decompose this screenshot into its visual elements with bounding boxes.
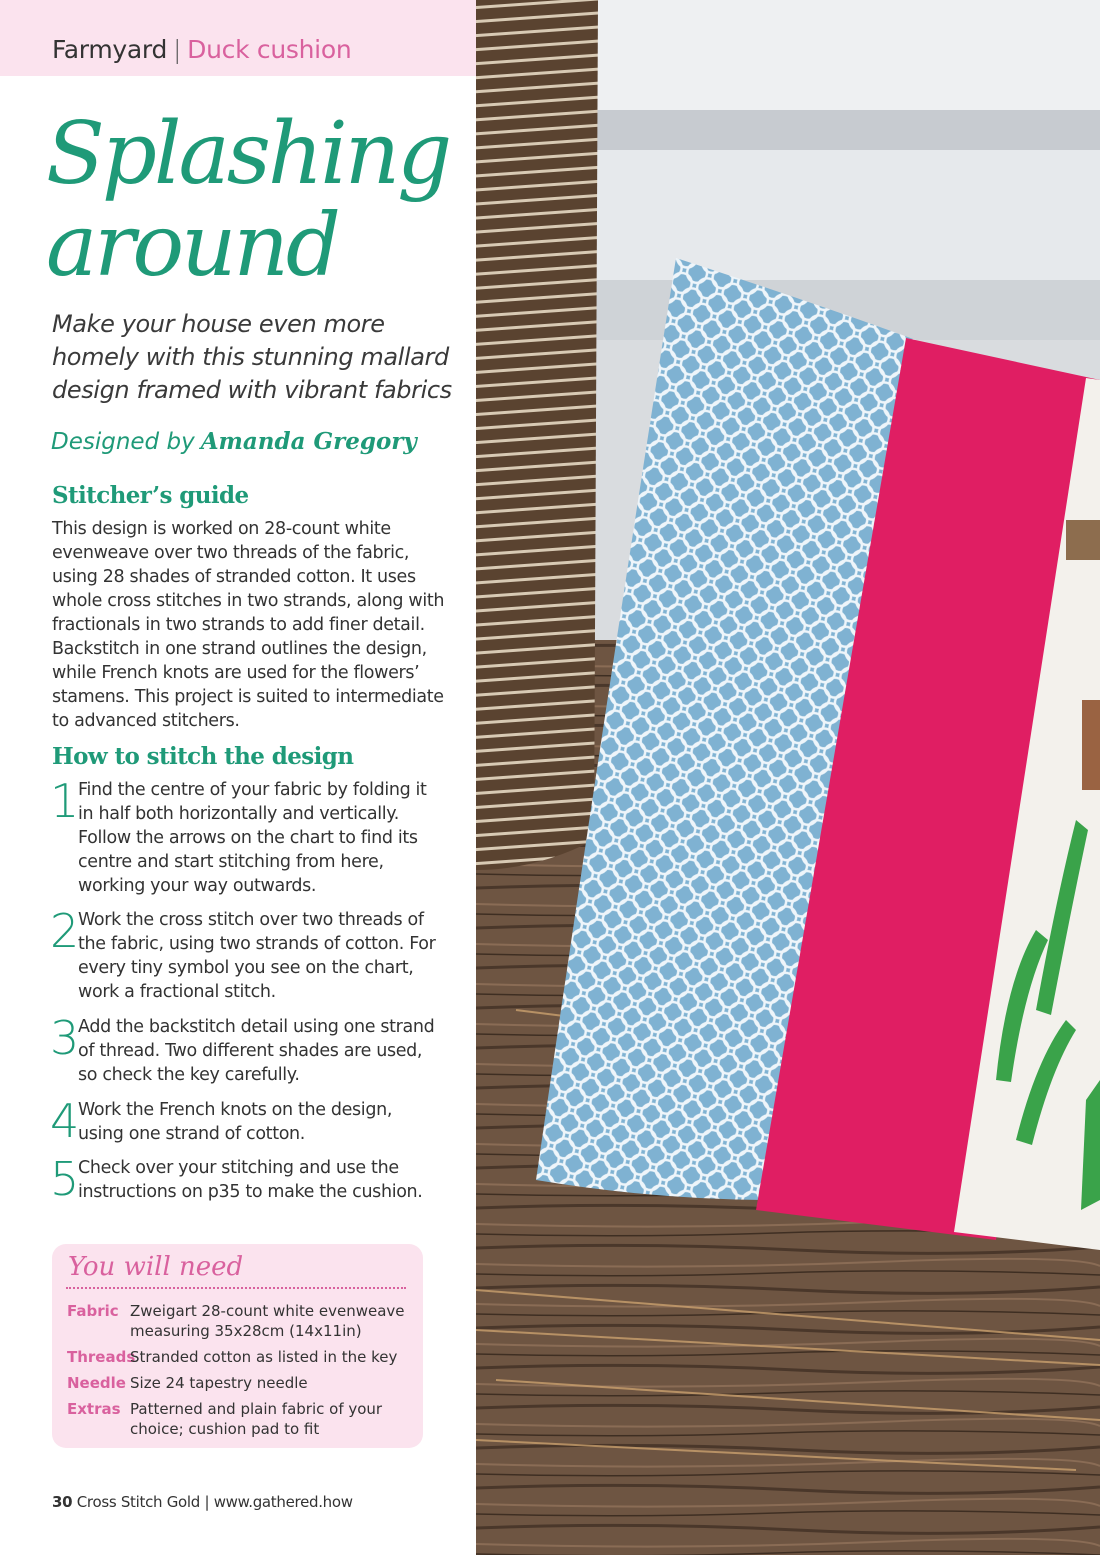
need-label: Threads <box>67 1348 136 1366</box>
designer-name: Amanda Gregory <box>200 428 417 455</box>
title-line-1: Splashing <box>46 104 450 204</box>
stitchers-guide-heading: Stitcher’s guide <box>52 482 249 509</box>
you-will-need-title: You will need <box>68 1252 244 1282</box>
need-value: Zweigart 28-count white evenweave measuring 35x28cm (14x11in) <box>130 1302 405 1340</box>
text-column <box>0 0 476 1555</box>
subsection-label: Duck cushion <box>187 35 352 64</box>
step-number: 2 <box>50 904 80 958</box>
breadcrumb-separator: | <box>173 35 182 64</box>
section-label: Farmyard <box>52 35 168 64</box>
striped-vase <box>476 0 598 870</box>
need-label: Fabric <box>67 1302 119 1320</box>
magazine-name: Cross Stitch Gold <box>76 1493 200 1511</box>
step-text: Work the cross stitch over two threads of the fabric, using two strands of cotton. For every tiny symbol you see on the chart, work a fractional stitch. <box>78 910 436 1002</box>
step-text: Work the French knots on the design, using one strand of cotton. <box>78 1100 393 1144</box>
need-value: Stranded cotton as listed in the key <box>130 1348 398 1366</box>
step-text: Add the backstitch detail using one strand of thread. Two different shades are used, so check the key carefully. <box>78 1017 435 1085</box>
step-number: 5 <box>50 1152 80 1206</box>
byline <box>51 428 417 455</box>
dotted-divider <box>66 1287 406 1289</box>
step-number: 4 <box>50 1094 80 1148</box>
standfirst: Make your house even more homely with this stunning mallard design framed with vibrant fabrics <box>52 310 452 404</box>
website-url: www.gathered.how <box>213 1493 353 1511</box>
byline-prefix: Designed by <box>51 429 195 455</box>
breadcrumb <box>52 35 351 64</box>
step-number: 1 <box>50 774 80 828</box>
folio-separator: | <box>204 1493 210 1511</box>
need-value: Patterned and plain fabric of your choice; cushion pad to fit <box>130 1400 383 1438</box>
you-will-need-box <box>52 1244 423 1448</box>
folio <box>52 1493 353 1511</box>
stitchers-guide-text: This design is worked on 28-count white evenweave over two threads of the fabric, using 28 shades of stranded cotton. It uses whole cross stitches in two strands, along with fractionals in two strands to add finer detail. Backstitch in one strand outlines the design, while French knots are used for the flowers’ stamens. This project is suited to intermediate to advanced stitchers. <box>52 519 445 731</box>
need-label: Extras <box>67 1400 121 1418</box>
page-title <box>46 104 466 296</box>
step-text: Check over your stitching and use the instructions on p35 to make the cushion. <box>78 1158 423 1202</box>
cushion-photo <box>476 0 1100 1555</box>
page-number: 30 <box>52 1493 73 1511</box>
step-text: Find the centre of your fabric by folding it in half both horizontally and vertically. Follow the arrows on the chart to find its centre and start stitching from here, working your way outwards. <box>78 780 427 896</box>
need-value: Size 24 tapestry needle <box>130 1374 308 1392</box>
need-label: Needle <box>67 1374 126 1392</box>
title-line-2: around <box>46 196 338 296</box>
how-to-heading: How to stitch the design <box>52 743 354 770</box>
step-number: 3 <box>50 1011 80 1065</box>
